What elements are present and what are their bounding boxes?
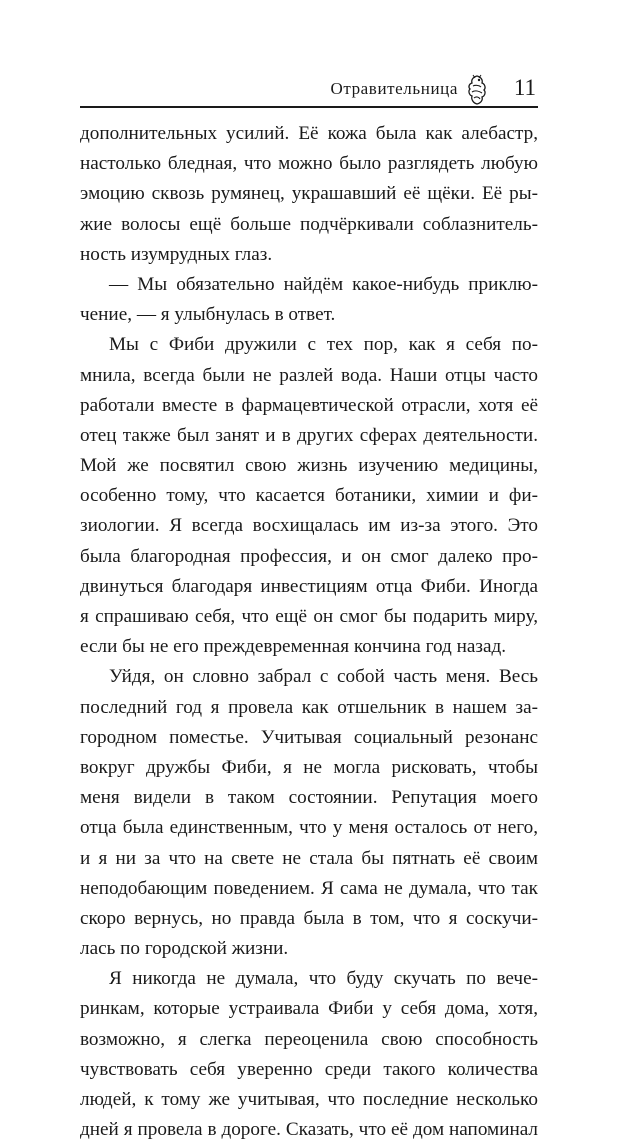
text-line: Уйдя, он словно забрал с собой часть меня. Весь (109, 666, 538, 688)
text-line: людей, к тому же учитывая, что последние несколько (80, 1089, 538, 1110)
text-line: городном поместье. Учитывая социальный резонанс (80, 726, 538, 748)
text-line: эмоцию сквозь румянец, украшавший её щёки. Её ры- (80, 183, 538, 205)
text-line: Я никогда не думала, что буду скучать по вече- (109, 968, 538, 990)
text-line: двинуться благодаря инвестициям отца Фиби. Иногда (80, 575, 538, 597)
page-number: 11 (513, 75, 536, 100)
text-line: дополнительных усилий. Её кожа была как алебастр, (80, 123, 538, 144)
text-line: чувствовать себя уверенно среди такого количества (80, 1058, 538, 1080)
dragon-ornament-icon (465, 74, 489, 106)
text-line: ность изумрудных глаз. (80, 243, 273, 265)
text-line: скоро вернусь, но правда была в том, что я соскучи- (80, 907, 538, 929)
text-line: была благородная профессия, и он смог далеко про- (80, 545, 538, 567)
text-line: я спрашиваю себя, что ещё он смог бы подарить миру, (80, 606, 538, 627)
text-line: и я ни за что на свете не стала бы пятнать её своим (80, 847, 538, 869)
text-line: Мы с Фиби дружили с тех пор, как я себя по- (109, 334, 538, 356)
text-line: работали вместе в фармацевтической отрасли, хотя её (80, 394, 538, 416)
text-line: ринкам, которые устраивала Фиби у себя дома, хотя, (80, 998, 538, 1020)
text-line: вокруг дружбы Фиби, я не могла рисковать, чтобы (80, 756, 538, 778)
text-line: отца была единственным, что у меня осталось от него, (80, 817, 538, 839)
text-line: жие волосы ещё больше подчёркивали соблазнитель- (80, 213, 538, 235)
text-line: возможно, я слегка переоценила свою способность (80, 1028, 538, 1050)
text-line: настолько бледная, что можно было разглядеть любую (80, 153, 538, 175)
page-header (80, 76, 538, 106)
body-text (80, 119, 538, 1145)
text-line: лась по городской жизни. (80, 938, 289, 960)
text-line: последний год я провела как отшельник в нашем за- (80, 696, 538, 718)
text-line: неподобающим поведением. Я сама не думала, что так (80, 877, 538, 899)
text-line: дней я провела в дороге. Сказать, что её дом напоминал (80, 1119, 538, 1141)
header-rule (80, 106, 538, 108)
text-line: отец также был занят и в других сферах деятельности. (80, 424, 538, 446)
text-line: Мой же посвятил свою жизнь изучению медицины, (80, 455, 538, 477)
text-line: меня видели в таком состоянии. Репутация моего (80, 787, 538, 809)
running-title: Отравительница (330, 79, 458, 98)
text-line: зиологии. Я всегда восхищалась им из-за этого. Это (80, 515, 538, 537)
text-line: если бы не его преждевременная кончина год назад. (80, 636, 507, 658)
text-line: особенно тому, что касается ботаники, химии и фи- (80, 485, 538, 507)
text-line: чение, — я улыбнулась в ответ. (80, 304, 336, 326)
text-line: — Мы обязательно найдём какое-нибудь приклю- (109, 273, 538, 295)
text-line: мнила, всегда были не разлей вода. Наши отцы часто (80, 364, 538, 386)
